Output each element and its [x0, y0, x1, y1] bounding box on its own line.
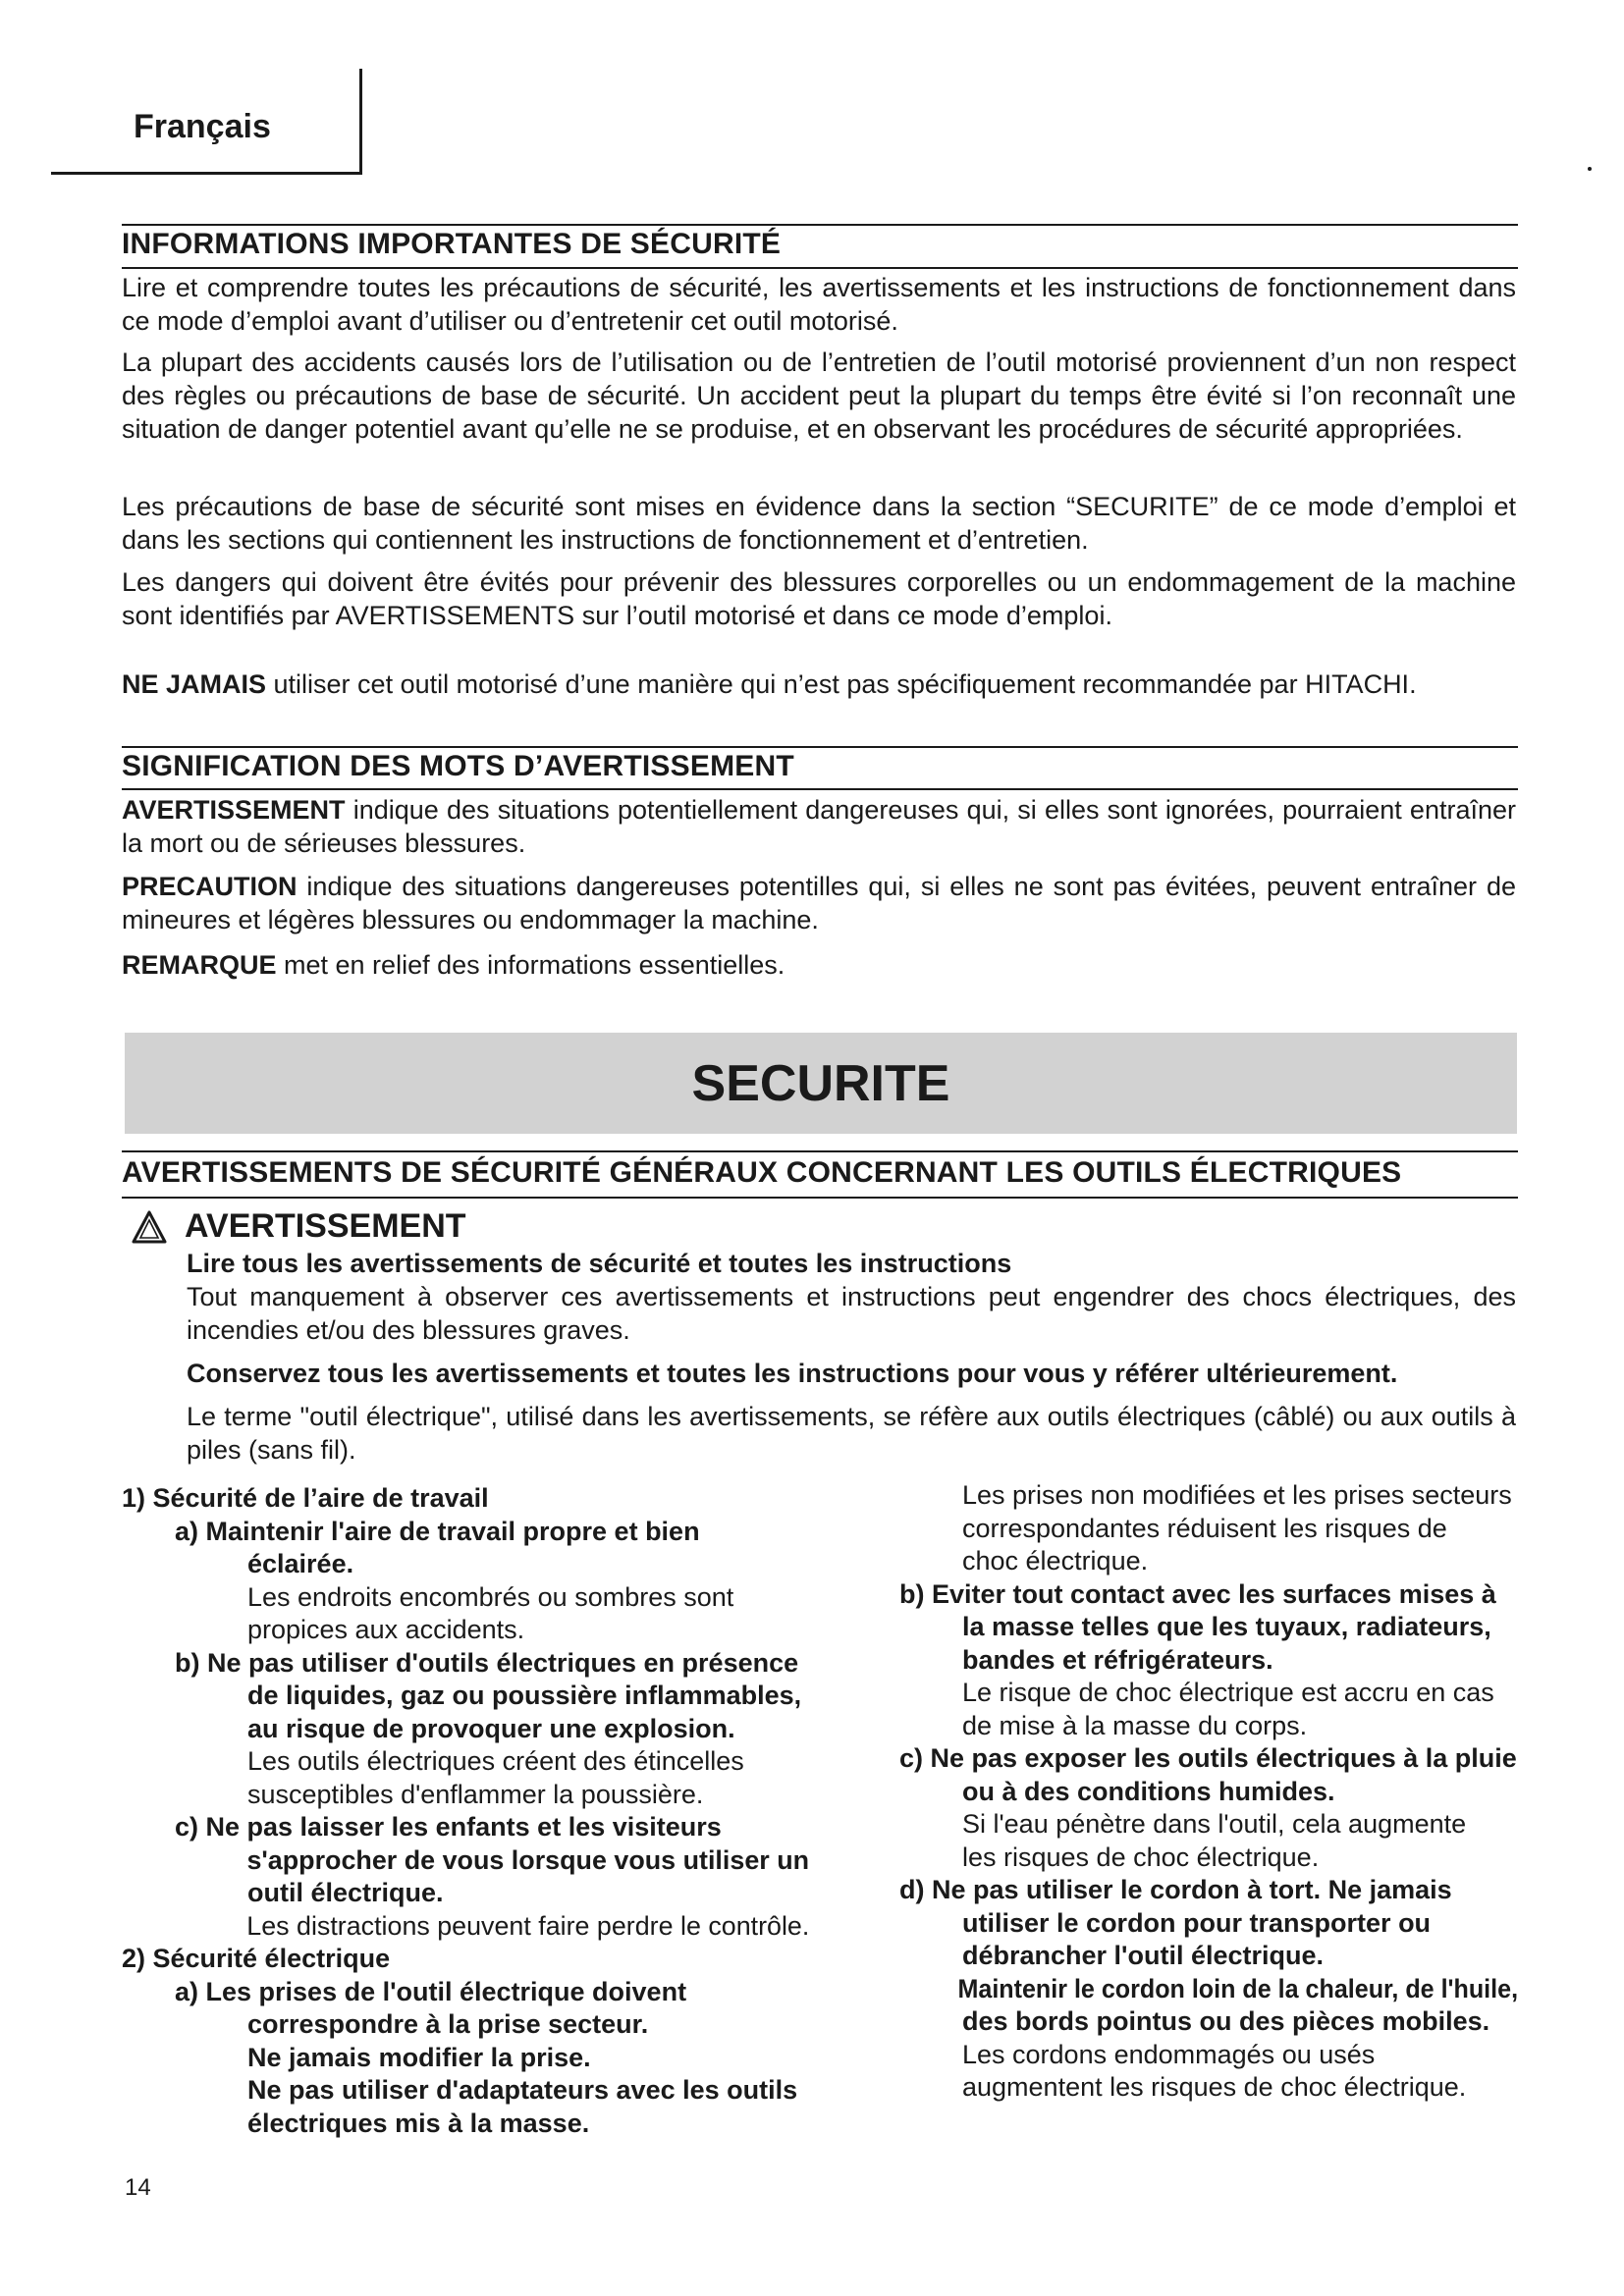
list-line: Maintenir le cordon loin de la chaleur, de l'huile,: [957, 1973, 1519, 2003]
left-column: [122, 1482, 809, 2140]
list-line: s'approcher de vous lorsque vous utiliser un: [246, 1844, 810, 1875]
list-line-wrap: [899, 1907, 1528, 1941]
list-line-wrap: [122, 2008, 809, 2042]
list-line: éclairée.: [247, 1549, 354, 1578]
list-line-wrap: [122, 1581, 809, 1615]
list-line: correspondantes réduisent les risques de: [962, 1513, 1447, 1543]
list-line-wrap: [122, 1713, 809, 1746]
list-line: Les endroits encombrés ou sombres sont: [247, 1581, 734, 1612]
list-line-wrap: [122, 1910, 809, 1944]
list-line: des bords pointus ou des pièces mobiles.: [962, 2006, 1490, 2036]
list-line-wrap: [899, 1513, 1528, 1546]
list-line-wrap: [122, 1779, 809, 1812]
list-line-wrap: [899, 1842, 1528, 1875]
list-line-wrap: [899, 2005, 1528, 2039]
keep-instructions: Conservez tous les avertissements et toutes les instructions pour vous y référer ultérieurement.: [187, 1359, 1398, 1388]
list-line: Si l'eau pénètre dans l'outil, cela augmente: [962, 1809, 1467, 1839]
securite-title: SECURITE: [691, 1054, 950, 1112]
list-line-wrap: [122, 2042, 809, 2075]
section2-top-rule: [122, 746, 1518, 748]
section2-bottom-rule: [122, 788, 1518, 790]
list-line: ou à des conditions humides.: [962, 1776, 1335, 1806]
list-line-wrap: [899, 2071, 1528, 2105]
list-line-wrap: [899, 1874, 1528, 1907]
list-line: susceptibles d'enflammer la poussière.: [247, 1779, 704, 1809]
list-line: électriques mis à la masse.: [247, 2108, 590, 2138]
list-line-wrap: [899, 1578, 1528, 1612]
remarque-term: REMARQUE: [122, 950, 277, 980]
list-line: les risques de choc électrique.: [962, 1842, 1320, 1872]
list-line-wrap: [122, 1680, 809, 1713]
section1-paragraph-4: Les dangers qui doivent être évités pour prévenir des blessures corporelles ou un endommagement de la machine sont identifiés par AVERTISSEMENTS sur l’outil motorisé et dans ce mode d’emploi.: [122, 567, 1516, 630]
list-line: Les distractions peuvent faire perdre le contrôle.: [246, 1910, 810, 1941]
list-line: choc électrique.: [962, 1546, 1149, 1575]
never-bold: NE JAMAIS: [122, 669, 267, 699]
avertissement-definition: [122, 793, 1516, 860]
section3-heading: AVERTISSEMENTS DE SÉCURITÉ GÉNÉRAUX CONCERNANT LES OUTILS ÉLECTRIQUES: [122, 1156, 1402, 1189]
list-line-wrap: [122, 2074, 809, 2108]
section1-heading: INFORMATIONS IMPORTANTES DE SÉCURITÉ: [122, 228, 782, 260]
list-line-wrap: [899, 1677, 1528, 1710]
precaution-text: indique des situations dangereuses potentilles qui, si elles ne sont pas évitées, peuvent entraîner de mineures et légères blessures ou endommager la machine.: [122, 872, 1516, 934]
section1-paragraph-1: Lire et comprendre toutes les précautions de sécurité, les avertissements et les instructions de fonctionnement dans ce mode d’emploi avant d’utiliser ou d’entretenir cet outil motorisé.: [122, 273, 1516, 336]
list-line: Les outils électriques créent des étincelles: [247, 1746, 744, 1776]
section1-paragraph-5: [122, 667, 1516, 701]
list-line: c) Ne pas exposer les outils électriques à la pluie: [899, 1743, 1517, 1773]
list-line-wrap: [899, 1973, 1528, 2006]
avertissement-term: AVERTISSEMENT: [122, 795, 346, 825]
list-line-wrap: [122, 1811, 809, 1844]
power-tool-term: Le terme "outil électrique", utilisé dans les avertissements, se réfère aux outils électriques (câblé) ou aux outils à piles (sans fil).: [187, 1402, 1516, 1465]
list-line-wrap: [899, 1776, 1528, 1809]
precaution-definition: [122, 870, 1516, 936]
list-line: la masse telles que les tuyaux, radiateurs,: [962, 1612, 1491, 1641]
list-line-wrap: [899, 1545, 1528, 1578]
list-line: a) Les prises de l'outil électrique doivent: [175, 1976, 687, 2006]
stray-dot: [1588, 167, 1592, 171]
list-line-wrap: [122, 1614, 809, 1647]
list-line-wrap: [899, 1742, 1528, 1776]
page-number: 14: [125, 2174, 151, 2201]
list-line: débrancher l'outil électrique.: [962, 1941, 1325, 1970]
list-line: de mise à la masse du corps.: [962, 1710, 1308, 1740]
list-line: c) Ne pas laisser les enfants et les visiteurs: [175, 1812, 722, 1842]
list-line-wrap: [122, 1745, 809, 1779]
list-line: a) Maintenir l'aire de travail propre et bien: [175, 1516, 700, 1546]
list-line-wrap: [122, 1976, 809, 2009]
right-column: [899, 1479, 1528, 2105]
list-line-wrap: [899, 1940, 1528, 1973]
language-tab: [51, 69, 362, 175]
list-line-wrap: [122, 1647, 809, 1681]
list-line-wrap: [899, 1479, 1528, 1513]
list-line: utiliser le cordon pour transporter ou: [962, 1907, 1432, 1938]
warning-title: AVERTISSEMENT: [185, 1207, 466, 1245]
remarque-definition: [122, 948, 1516, 982]
list-line: Les cordons endommagés ou usés: [962, 2039, 1376, 2069]
list-line: outil électrique.: [247, 1878, 444, 1907]
remarque-text: met en relief des informations essentielles.: [276, 950, 785, 980]
list-line: 1) Sécurité de l’aire de travail: [122, 1483, 489, 1513]
section3-top-rule: [122, 1150, 1518, 1152]
list-line: d) Ne pas utiliser le cordon à tort. Ne jamais: [899, 1875, 1452, 1904]
section1-bottom-rule: [122, 267, 1518, 269]
list-line: Ne pas utiliser d'adaptateurs avec les outils: [247, 2075, 798, 2105]
warning-triangle-icon: [132, 1210, 167, 1244]
list-line: b) Eviter tout contact avec les surfaces mises à: [899, 1578, 1496, 1609]
read-all-warnings: Lire tous les avertissements de sécurité et toutes les instructions: [187, 1249, 1012, 1278]
list-line-wrap: [899, 1611, 1528, 1644]
list-line-wrap: [899, 1644, 1528, 1678]
securite-banner: [125, 1033, 1517, 1134]
list-line-wrap: [122, 1548, 809, 1581]
list-line: de liquides, gaz ou poussière inflammables,: [247, 1681, 802, 1710]
list-line-wrap: [122, 1844, 809, 1878]
list-line-wrap: [899, 1710, 1528, 1743]
list-line-wrap: [122, 1877, 809, 1910]
failure-consequences: Tout manquement à observer ces avertissements et instructions peut engendrer des chocs électriques, des incendies et/ou des blessures graves.: [187, 1282, 1516, 1345]
section1-paragraph-2: La plupart des accidents causés lors de l’utilisation ou de l’entretien de l’outil motorisé proviennent d’un non respect des règles ou précautions de base de sécurité. Un accident peut la plupart du temps être évité si l’on reconnaît une situation de danger potentiel avant qu’elle ne se produise, et en observant les procédures de sécurité appropriées.: [122, 347, 1516, 444]
list-line: Le risque de choc électrique est accru en cas: [962, 1678, 1494, 1707]
list-line-wrap: [899, 2039, 1528, 2072]
list-line: propices aux accidents.: [247, 1615, 525, 1644]
avertissement-text: indique des situations potentiellement dangereuses qui, si elles sont ignorées, pourraient entraîner la mort ou de sérieuses blessures.: [122, 795, 1516, 858]
language-label: Français: [134, 108, 271, 145]
section1-paragraph-3: Les précautions de base de sécurité sont mises en évidence dans la section “SECURITE” de ce mode d’emploi et dans les sections qui contiennent les instructions de fonctionnement et d’entretien.: [122, 492, 1516, 555]
precaution-term: PRECAUTION: [122, 872, 298, 901]
section3-bottom-rule: [122, 1197, 1518, 1199]
list-line: Ne jamais modifier la prise.: [247, 2042, 591, 2072]
list-line-wrap: [122, 1482, 809, 1516]
list-line: Les prises non modifiées et les prises secteurs: [962, 1480, 1512, 1510]
list-line-wrap: [122, 2108, 809, 2141]
never-rest: utiliser cet outil motorisé d’une manière qui n’est pas spécifiquement recommandée par HITACHI.: [266, 669, 1417, 699]
list-line: correspondre à la prise secteur.: [247, 2009, 649, 2039]
list-line-wrap: [122, 1516, 809, 1549]
section2-heading: SIGNIFICATION DES MOTS D’AVERTISSEMENT: [122, 750, 794, 782]
list-line: augmentent les risques de choc électrique.: [962, 2072, 1467, 2102]
list-line: bandes et réfrigérateurs.: [962, 1644, 1273, 1675]
section1-top-rule: [122, 224, 1518, 226]
list-line: b) Ne pas utiliser d'outils électriques en présence: [175, 1647, 799, 1678]
list-line: 2) Sécurité électrique: [122, 1944, 391, 1973]
list-line-wrap: [122, 1943, 809, 1976]
warning-row: [132, 1207, 466, 1246]
list-line: au risque de provoquer une explosion.: [247, 1713, 735, 1743]
list-line-wrap: [899, 1808, 1528, 1842]
